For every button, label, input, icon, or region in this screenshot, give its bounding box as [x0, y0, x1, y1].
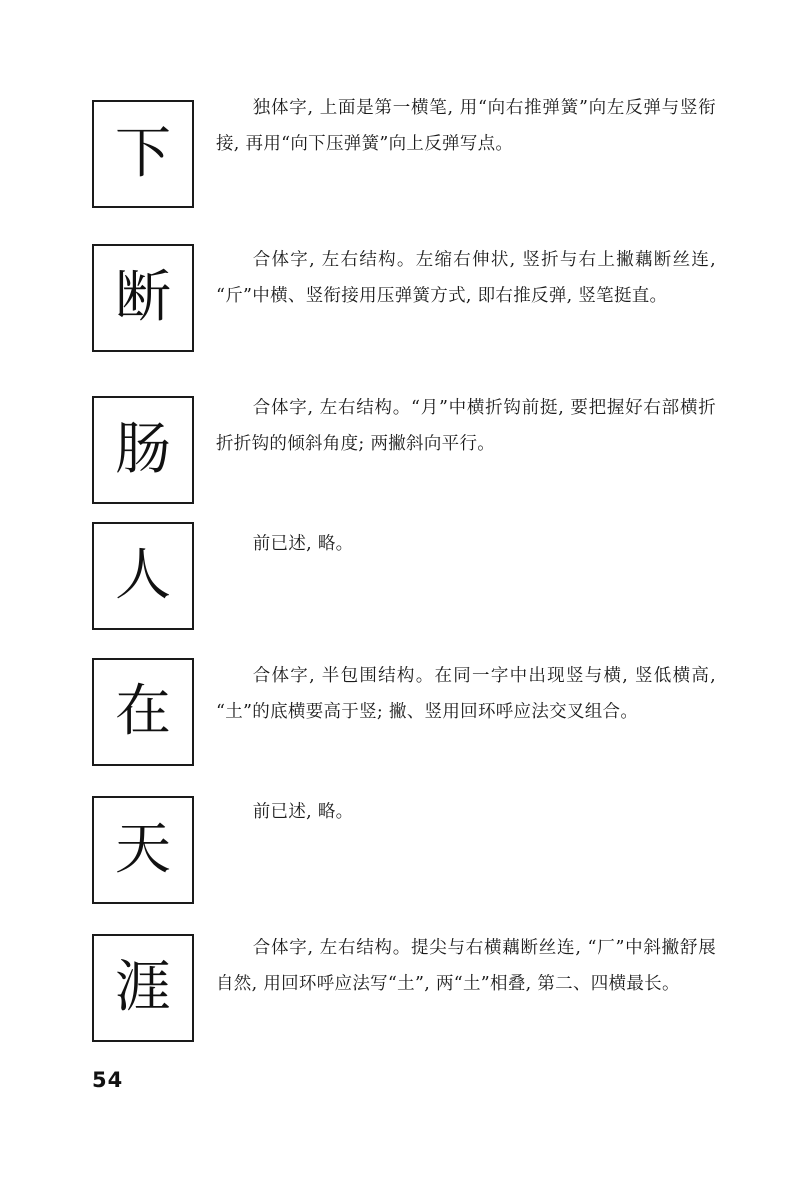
character-box: 下	[92, 100, 194, 208]
character-box: 肠	[92, 396, 194, 504]
character-box: 天	[92, 796, 194, 904]
character-description: 合体字, 左右结构。左缩右伸状, 竖折与右上撇藕断丝连, “斤”中横、竖衔接用压弹簧方式, 即右推反弹, 竖笔挺直。	[216, 250, 716, 306]
character-box: 在	[92, 658, 194, 766]
character-description: 合体字, 左右结构。“月”中横折钩前挺, 要把握好右部横折折折钩的倾斜角度; 两撇斜向平行。	[216, 398, 716, 454]
character-box: 断	[92, 244, 194, 352]
character-box: 涯	[92, 934, 194, 1042]
character-box: 人	[92, 522, 194, 630]
page-number: 54	[92, 1068, 124, 1092]
character-description: 前已述, 略。	[252, 534, 354, 554]
character-description: 合体字, 左右结构。提尖与右横藕断丝连, “厂”中斜撇舒展自然, 用回环呼应法写“土”, 两“土”相叠, 第二、四横最长。	[216, 938, 716, 994]
character-description: 前已述, 略。	[252, 802, 354, 822]
character-description: 独体字, 上面是第一横笔, 用“向右推弹簧”向左反弹与竖衔接, 再用“向下压弹簧”向上反弹写点。	[216, 98, 716, 154]
character-description: 合体字, 半包围结构。在同一字中出现竖与横, 竖低横高, “土”的底横要高于竖; 撇、竖用回环呼应法交叉组合。	[216, 666, 716, 722]
